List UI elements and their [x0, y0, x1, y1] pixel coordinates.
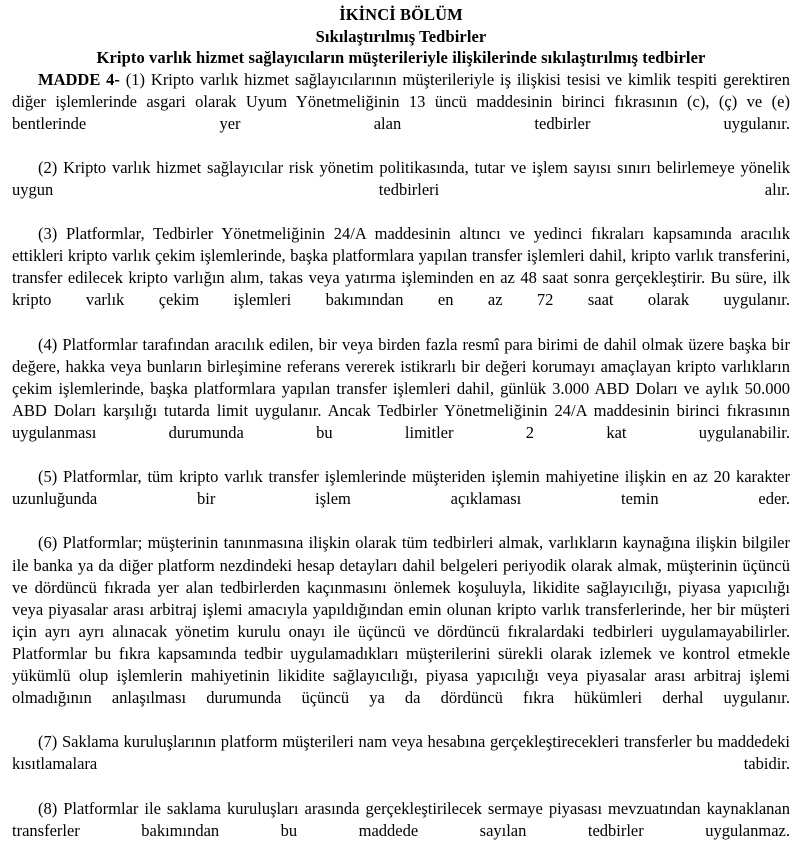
paragraph-4: (4) Platformlar tarafından aracılık edilen, bir veya birden fazla resmî para birimi de dahil olmak üzere başka bir değere, hakka veya bunların birleşimine referans vererek istikrarlı bir değeri korumayı amaçlayan kripto varlıkların çekim işlemlerinde, başka platformlara yapılan transfer işlemleri dahil, günlük 3.000 ABD Doları ve aylık 50.000 ABD Doları karşılığı tutarda limit uygulanır. Ancak Tedbirler Yönetmeliğinin 24/A maddesinin birinci fıkrasının uygulanması durumunda bu limitler 2 kat uygulanabilir.: [12, 334, 790, 442]
paragraph-8: (8) Platformlar ile saklama kuruluşları arasında gerçekleştirilecek sermaye piyasası mevzuatından kaynaklanan transferler bakımından bu maddede sayılan tedbirler uygulanmaz.: [12, 798, 790, 840]
paragraph-6: (6) Platformlar; müşterinin tanınmasına ilişkin olarak tüm tedbirleri almak, varlıkların kaynağına ilişkin bilgiler ile banka ya da diğer platform nezdindeki hesap detayları dahil belgeleri periyodik olarak almak, müşterinin üçüncü ve dördüncü fıkrada yer alan tedbirlerden kaçınmasını önlemek koşuluyla, likidite sağlayıcılığı, piyasa yapıcılığı veya piyasalar arası arbitraj işlemi amacıyla yapıldığından emin olunan kripto varlık transferlerinde, her bir müşteri için ayrı ayrı alınacak yönetim kurulu onayı ile üçüncü ve dördüncü fıkralardaki tedbirleri uygulamayabilirler. Platformlar bu fıkra kapsamında tedbir uygulamadıkları müşterilerini sürekli olarak izlemek ve kontrol etmekle yükümlü olup işlemlerin mahiyetinin likidite sağlayıcılığı, piyasa yapıcılığı veya piyasalar arası arbitraj işlemi olmadığının anlaşılması durumunda üçüncü ya da dördüncü fıkra hükümleri derhal uygulanır.: [12, 533, 790, 708]
paragraph-1-text: (1) Kripto varlık hizmet sağlayıcılarının müşterileriyle iş ilişkisi tesisi ve kimlik tespiti gerektiren diğer işlemlerinde asgari olarak Uyum Yönetmeliğinin 13 üncü maddesinin birinci fıkrasının (c), (ç) ve (e) bentlerinde yer alan tedbirler uygulanır.: [12, 69, 790, 133]
paragraph-5: (5) Platformlar, tüm kripto varlık transfer işlemlerinde müşteriden işlemin mahiyetine ilişkin en az 20 karakter uzunluğunda bir işlem açıklaması temin eder.: [12, 467, 790, 509]
paragraph-3: (3) Platformlar, Tedbirler Yönetmeliğinin 24/A maddesinin altıncı ve yedinci fıkraları kapsamında aracılık ettikleri kripto varlık çekim işlemlerinde, başka platformlara yapılan transfer işlemleri dahil, kripto varlık transferini, transfer edilecek kripto varlığın alım, takas veya yatırma işleminden en az 48 saat sonra gerçekleştirir. Bu süre, ilk kripto varlık çekim işlemleri bakımından en az 72 saat olarak uygulanır.: [12, 224, 790, 310]
paragraph-7: (7) Saklama kuruluşlarının platform müşterileri nam veya hesabına gerçekleştirecekleri transferler bu maddedeki kısıtlamalara tabidir.: [12, 732, 790, 774]
paragraph-1: [12, 69, 790, 157]
paragraph-2: (2) Kripto varlık hizmet sağlayıcılar risk yönetim politikasında, tutar ve işlem sayısı sınırı belirlemeye yönelik uygun tedbirleri alır.: [12, 157, 790, 199]
section-title-heading: Sıkılaştırılmış Tedbirler: [315, 26, 487, 46]
article-title-heading: Kripto varlık hizmet sağlayıcıların müşterileriyle ilişkilerinde sıkılaştırılmış tedbirler: [96, 48, 706, 67]
section-number-heading: İKİNCİ BÖLÜM: [339, 5, 463, 24]
article-label: MADDE 4-: [38, 69, 120, 89]
article-body: [12, 69, 790, 864]
